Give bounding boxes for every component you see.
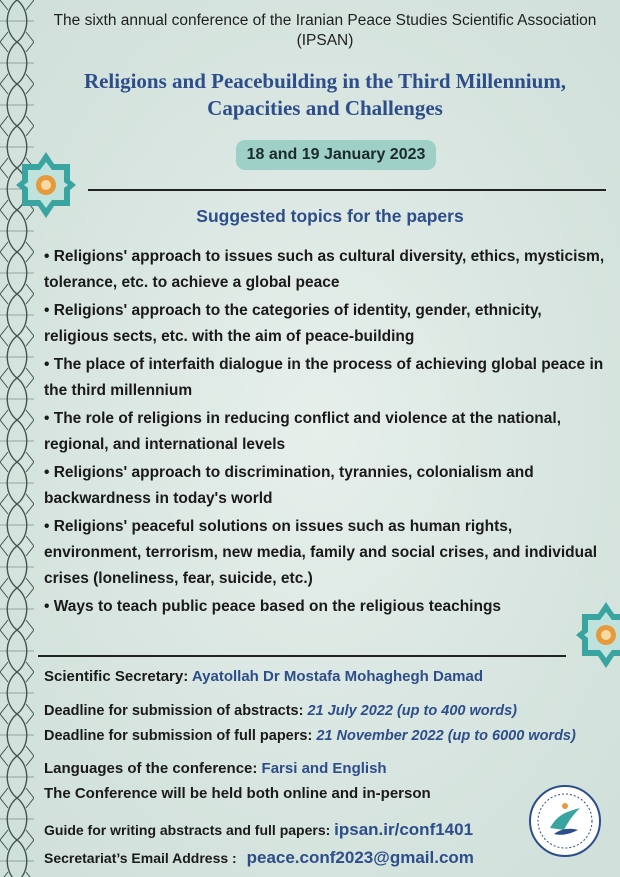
topic-item: • The role of religions in reducing conflict and violence at the national, regional, and international levels [44,410,561,453]
full-papers-deadline-value: 21 November 2022 (up to 6000 words) [316,728,576,744]
abstracts-deadline [44,703,517,719]
lattice-border-pattern [0,0,34,877]
topic-item: • Religions' approach to discrimination, tyrannies, colonialism and backwardness in today's world [44,464,534,507]
topic-item: • Religions' approach to the categories of identity, gender, ethnicity, religious sects, etc. with the aim of peace-building [44,302,542,345]
abstracts-deadline-value: 21 July 2022 (up to 400 words) [307,703,518,719]
guide-label: Guide for writing abstracts and full papers: [44,822,331,838]
topic-item: • Ways to teach public peace based on the religious teachings [44,598,502,615]
conference-title-line-2: Capacities and Challenges [207,96,443,120]
divider-top [88,189,606,191]
topic-item: • The place of interfaith dialogue in the process of achieving global peace in the third millennium [44,356,604,399]
languages-label: Languages of the conference: [44,760,258,777]
conference-languages [44,760,387,777]
secretariat-email [44,848,474,868]
organization-title: The sixth annual conference of the Iranian Peace Studies Scientific Association (IPSAN) [53,12,597,49]
guide-link[interactable]: ipsan.ir/conf1401 [334,820,474,839]
conference-date-badge: 18 and 19 January 2023 [236,140,436,170]
abstracts-deadline-label: Deadline for submission of abstracts: [44,703,304,719]
secretary-name: Ayatollah Dr Mostafa Mohaghegh Damad [191,668,484,685]
topics-heading: Suggested topics for the papers [196,206,464,226]
topic-item: • Religions' peaceful solutions on issues such as human rights, environment, terrorism, new media, family and social crises, and individual crises (loneliness, fear, suicide, etc.) [44,518,598,587]
email-link[interactable]: peace.conf2023@gmail.com [246,848,474,867]
conference-title [40,68,610,122]
email-label: Secretariat’s Email Address : [44,850,237,866]
full-papers-deadline-label: Deadline for submission of full papers: [44,728,313,744]
languages-value: Farsi and English [261,760,387,777]
conference-title-line-1: Religions and Peacebuilding in the Third Millennium, [83,69,567,93]
divider-bottom [38,655,566,657]
scientific-secretary [44,668,483,685]
full-papers-deadline [44,728,576,744]
topic-item: • Religions' approach to issues such as cultural diversity, ethics, mysticism, tolerance, etc. to achieve a global peace [44,248,605,291]
ipsan-dove-logo [528,784,602,858]
secretary-label: Scientific Secretary: [44,668,189,685]
submission-guide [44,820,473,840]
conference-format: The Conference will be held both online and in-person [44,785,431,802]
topics-list [44,244,610,622]
